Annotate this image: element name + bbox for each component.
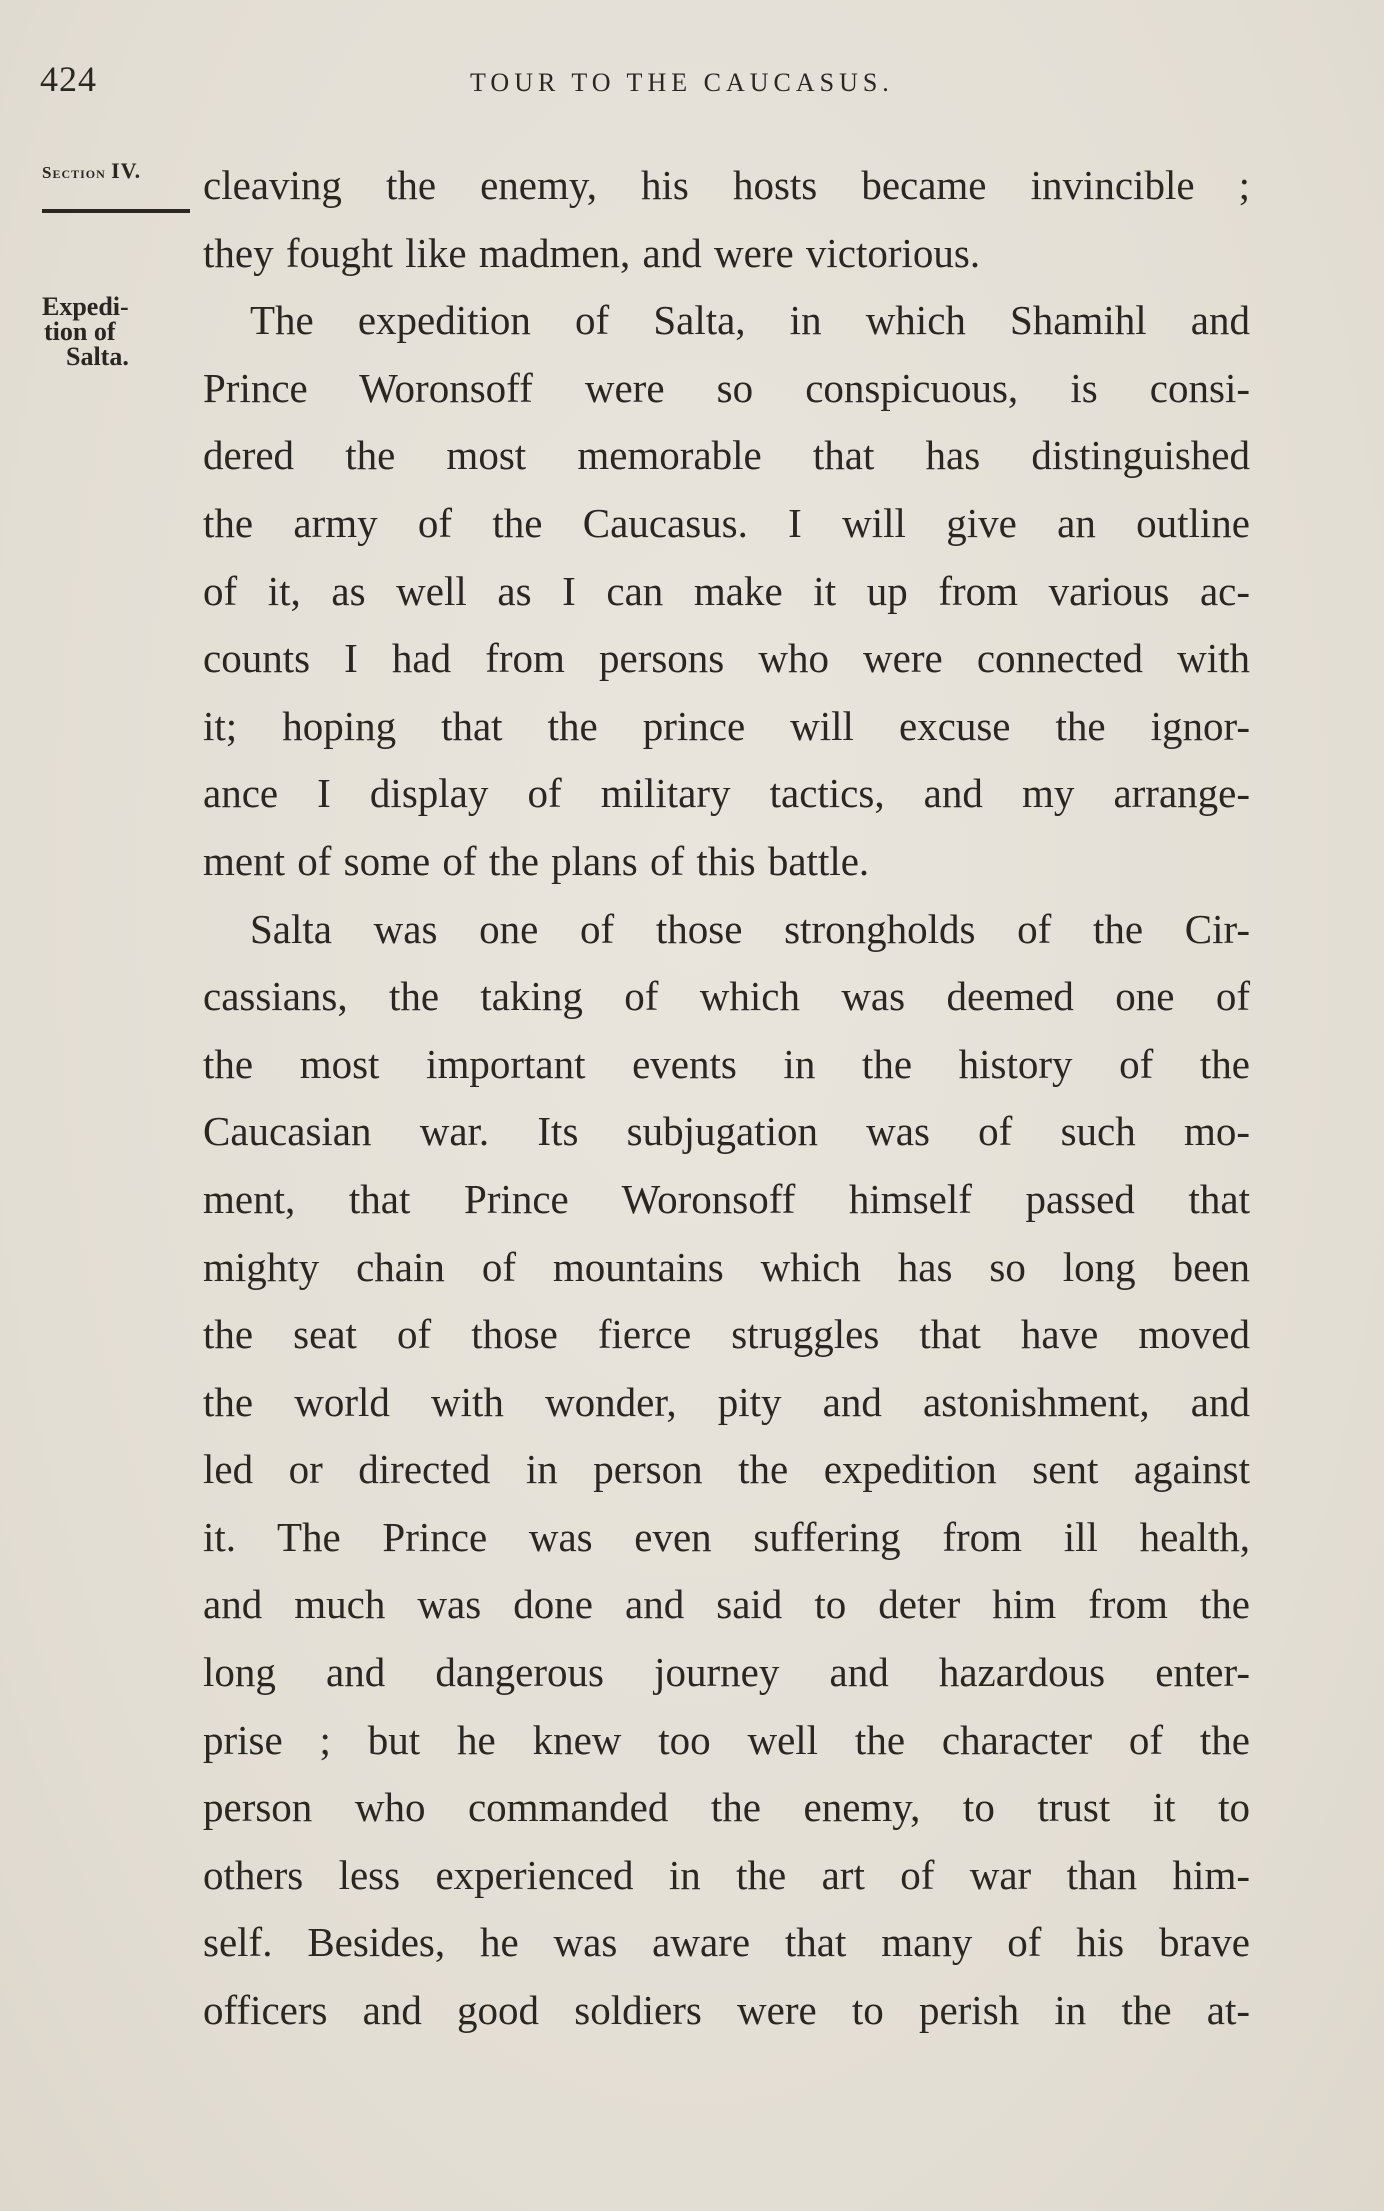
text-line: Caucasian war. Its subjugation was of such mo- <box>203 1108 1250 1155</box>
text-line: the army of the Caucasus. I will give an outline <box>203 499 1250 546</box>
text-line: prise ; but he knew too well the character of the <box>203 1716 1250 1763</box>
text-line: others less experienced in the art of war than him- <box>203 1851 1250 1898</box>
text-line: Salta was one of those strongholds of the Cir- <box>250 905 1250 952</box>
section-label-word: Section <box>42 163 106 182</box>
section-label <box>42 158 141 184</box>
sidenote-line: Expedi- <box>42 292 129 321</box>
text-line: self. Besides, he was aware that many of his brave <box>203 1919 1250 1966</box>
sidenote-line: Salta. <box>66 342 129 371</box>
text-line: they fought like madmen, and were victorious. <box>203 229 981 276</box>
text-line: it; hoping that the prince will excuse the ignor- <box>203 702 1250 749</box>
text-line: dered the most memorable that has distinguished <box>203 432 1250 479</box>
text-line: counts I had from persons who were connected with <box>203 635 1250 682</box>
text-line: and much was done and said to deter him from the <box>203 1581 1250 1628</box>
sidenote-line: tion of <box>44 317 116 346</box>
text-line: the seat of those fierce struggles that have moved <box>203 1311 1250 1358</box>
text-line: ment, that Prince Woronsoff himself passed that <box>203 1175 1250 1222</box>
text-line: the world with wonder, pity and astonishment, and <box>203 1378 1250 1425</box>
text-line: ment of some of the plans of this battle. <box>203 837 870 884</box>
text-line: person who commanded the enemy, to trust it to <box>203 1784 1250 1831</box>
running-title: TOUR TO THE CAUCASUS. <box>470 68 894 97</box>
text-line: it. The Prince was even suffering from ill health, <box>203 1513 1250 1560</box>
text-line: long and dangerous journey and hazardous enter- <box>203 1649 1250 1696</box>
page-number: 424 <box>40 59 97 99</box>
section-label-numeral: IV. <box>111 158 142 183</box>
text-line: ance I display of military tactics, and my arrange- <box>203 770 1250 817</box>
text-line: led or directed in person the expedition sent against <box>203 1446 1250 1493</box>
text-line: officers and good soldiers were to perish in the at- <box>203 1987 1250 2034</box>
text-line: cassians, the taking of which was deemed one of <box>203 973 1250 1020</box>
text-line: mighty chain of mountains which has so long been <box>203 1243 1250 1290</box>
text-line: the most important events in the history of the <box>203 1040 1250 1087</box>
text-line: The expedition of Salta, in which Shamihl and <box>250 297 1250 344</box>
margin-sidenote <box>42 294 192 369</box>
section-rule <box>42 209 190 213</box>
body-text <box>203 152 1250 2045</box>
page-header <box>0 58 1384 108</box>
text-line: Prince Woronsoff were so conspicuous, is consi- <box>203 364 1250 411</box>
text-line: cleaving the enemy, his hosts became invincible ; <box>203 162 1250 208</box>
text-line: of it, as well as I can make it up from various ac- <box>203 567 1250 614</box>
